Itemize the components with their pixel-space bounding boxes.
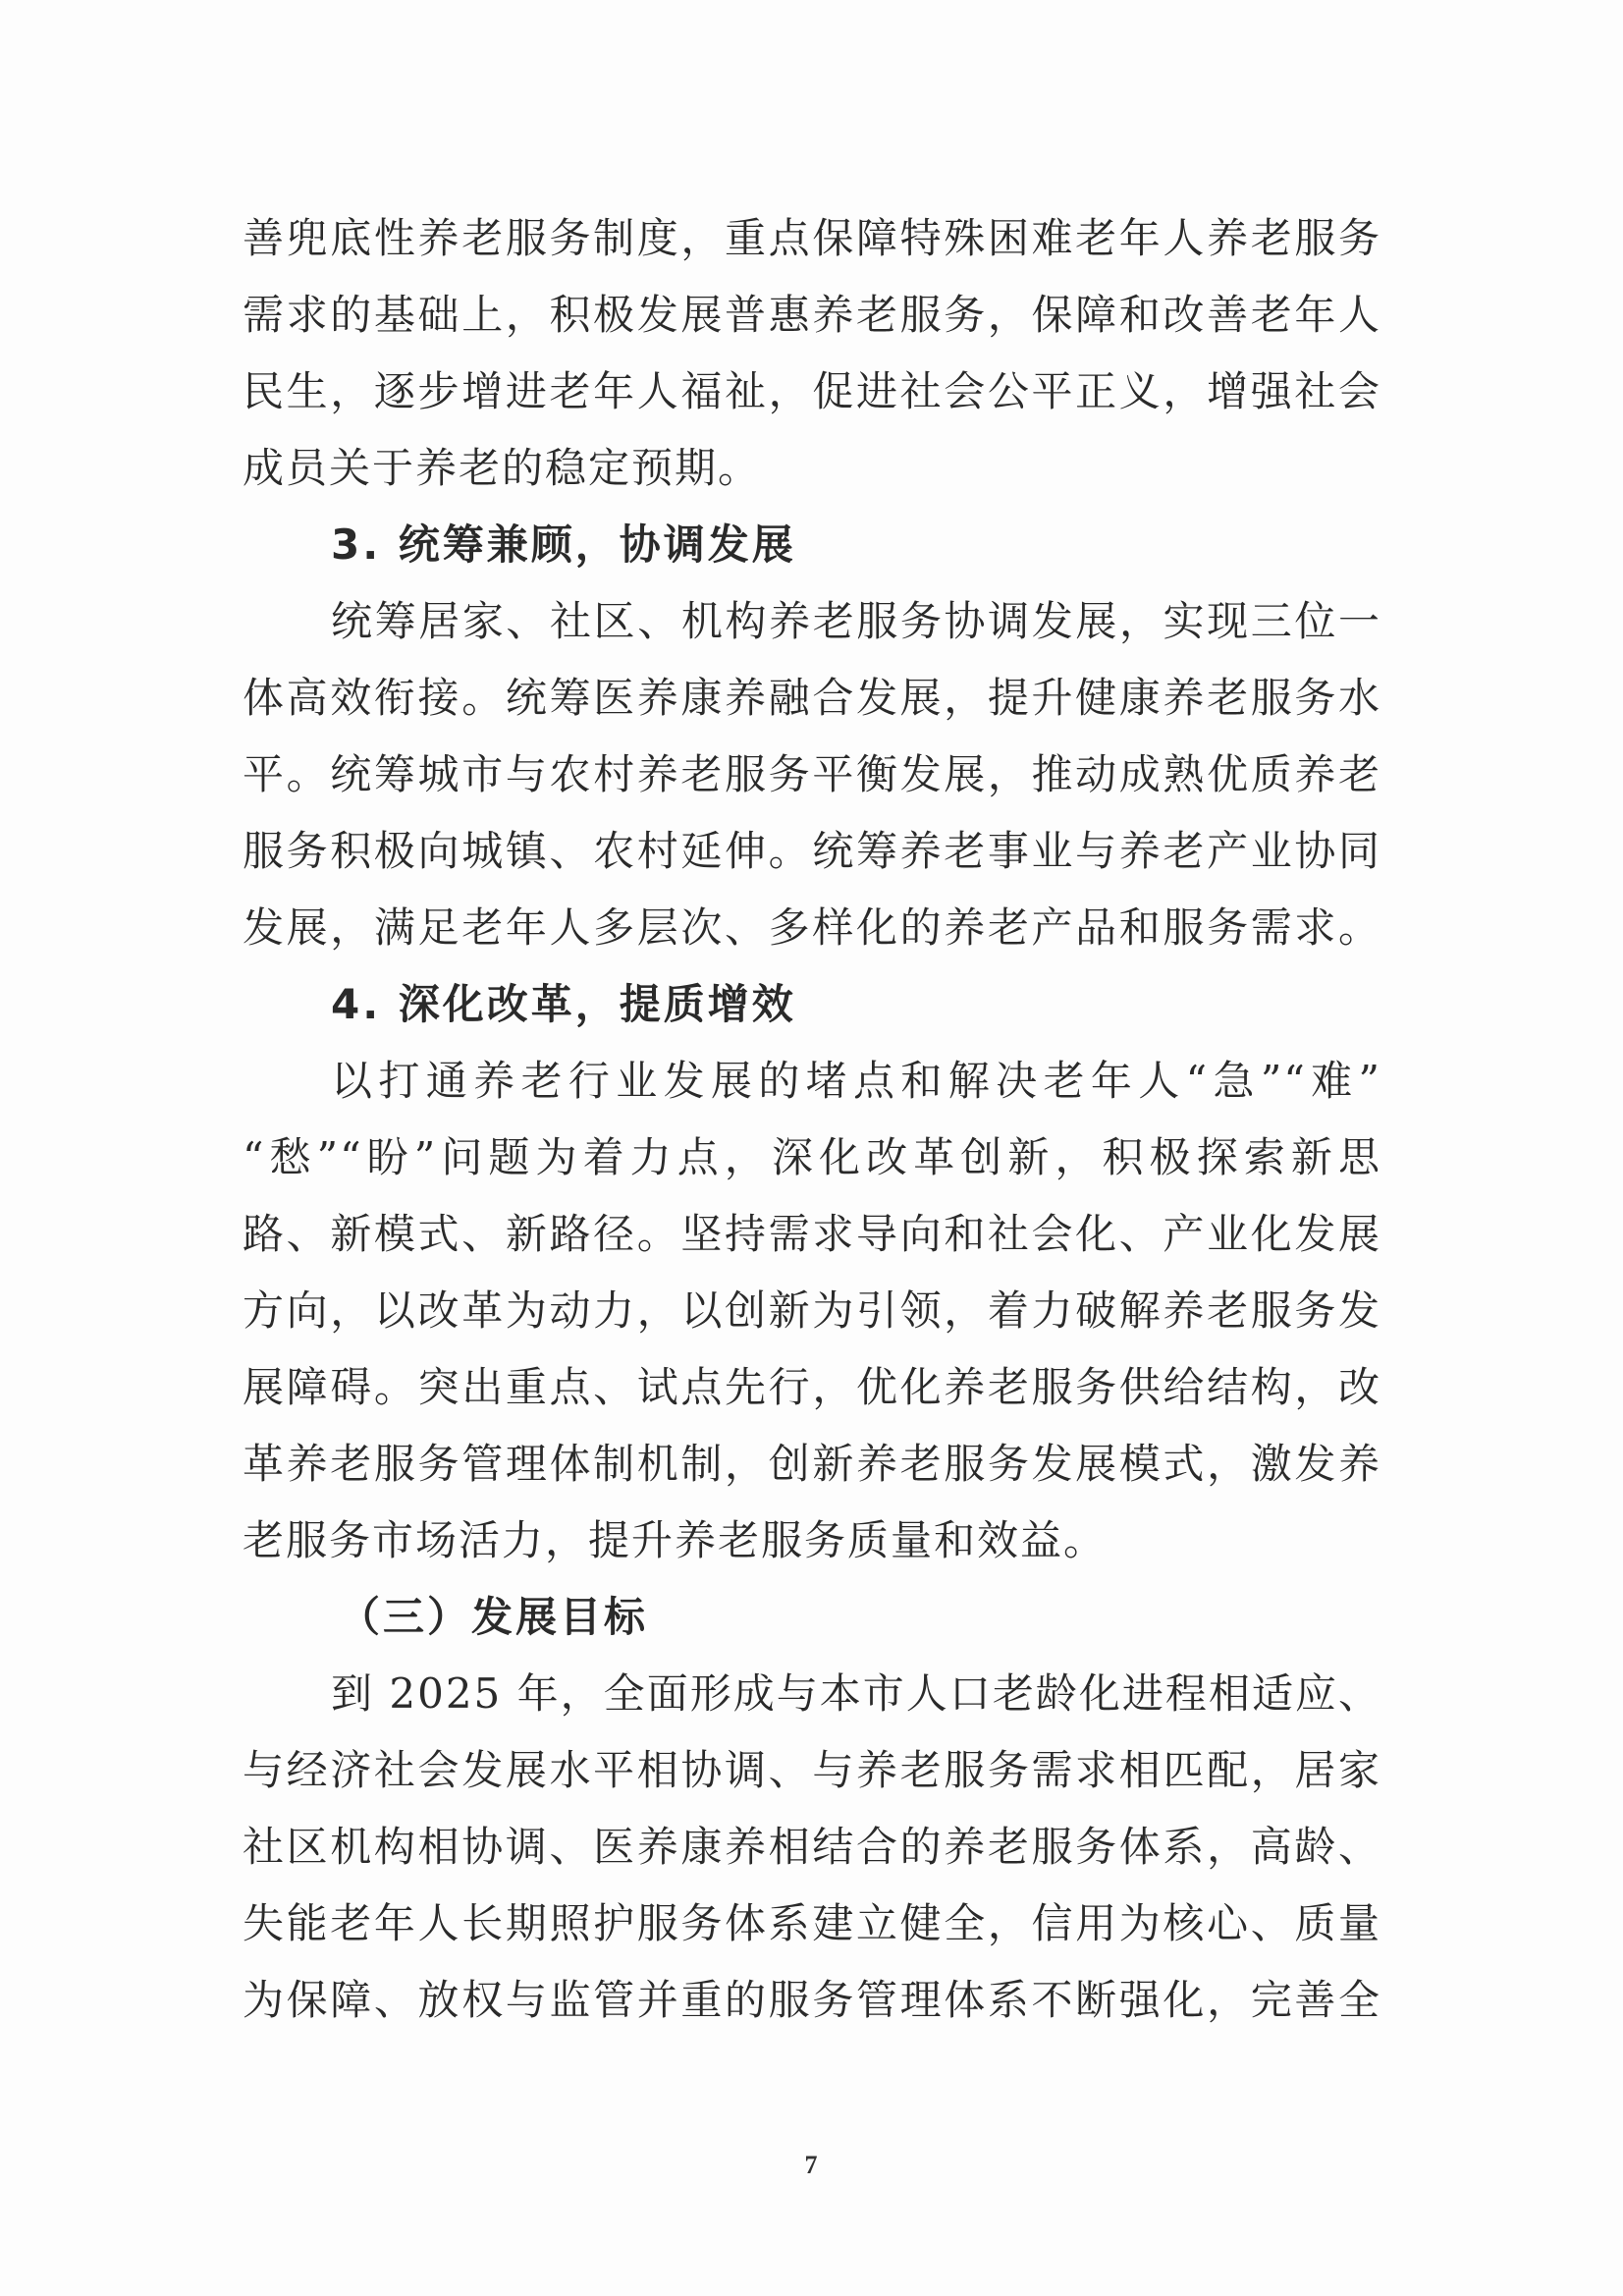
body-text-line: 统筹居家、社区、机构养老服务协调发展，实现三位一 bbox=[331, 597, 1381, 645]
body-text-line: 民生，逐步增进老年人福祉，促进社会公平正义，增强社会 bbox=[243, 367, 1381, 415]
body-text-line: “愁”“盼”问题为着力点，深化改革创新，积极探索新思 bbox=[243, 1133, 1381, 1181]
body-text-line: 方向，以改革为动力，以创新为引领，着力破解养老服务发 bbox=[243, 1286, 1381, 1335]
body-text-line: 社区机构相协调、医养康养相结合的养老服务体系，高龄、 bbox=[243, 1823, 1381, 1871]
body-text-line: 展障碍。突出重点、试点先行，优化养老服务供给结构，改 bbox=[243, 1363, 1381, 1411]
body-text-line: 发展，满足老年人多层次、多样化的养老产品和服务需求。 bbox=[243, 903, 1381, 952]
body-text-line: 路、新模式、新路径。坚持需求导向和社会化、产业化发展 bbox=[243, 1210, 1381, 1258]
body-text-line: 与经济社会发展水平相协调、与养老服务需求相匹配，居家 bbox=[243, 1746, 1381, 1794]
body-text-line: 革养老服务管理体制机制，创新养老服务发展模式，激发养 bbox=[243, 1440, 1381, 1488]
body-text-line: 老服务市场活力，提升养老服务质量和效益。 bbox=[243, 1516, 1108, 1564]
body-text-line: 体高效衔接。统筹医养康养融合发展，提升健康养老服务水 bbox=[243, 674, 1381, 722]
page-number: 7 bbox=[804, 2151, 818, 2179]
section-heading-3: 3. 统筹兼顾，协调发展 bbox=[331, 520, 796, 569]
body-text-line: 服务积极向城镇、农村延伸。统筹养老事业与养老产业协同 bbox=[243, 827, 1381, 875]
subsection-heading: （三）发展目标 bbox=[339, 1593, 649, 1641]
body-text-line: 成员关于养老的稳定预期。 bbox=[243, 444, 762, 492]
body-text-line: 需求的基础上，积极发展普惠养老服务，保障和改善老年人 bbox=[243, 291, 1381, 339]
body-text-line: 到 2025 年，全面形成与本市人口老龄化进程相适应、 bbox=[331, 1669, 1381, 1718]
body-text-line: 善兜底性养老服务制度，重点保障特殊困难老年人养老服务 bbox=[243, 214, 1381, 262]
body-text-line: 以打通养老行业发展的堵点和解决老年人“急”“难” bbox=[331, 1057, 1381, 1105]
body-text-line: 失能老年人长期照护服务体系建立健全，信用为核心、质量 bbox=[243, 1899, 1381, 1947]
section-heading-4: 4. 深化改革，提质增效 bbox=[331, 980, 796, 1028]
body-text-line: 为保障、放权与监管并重的服务管理体系不断强化，完善全 bbox=[243, 1976, 1381, 2024]
body-text-line: 平。统筹城市与农村养老服务平衡发展，推动成熟优质养老 bbox=[243, 750, 1381, 798]
